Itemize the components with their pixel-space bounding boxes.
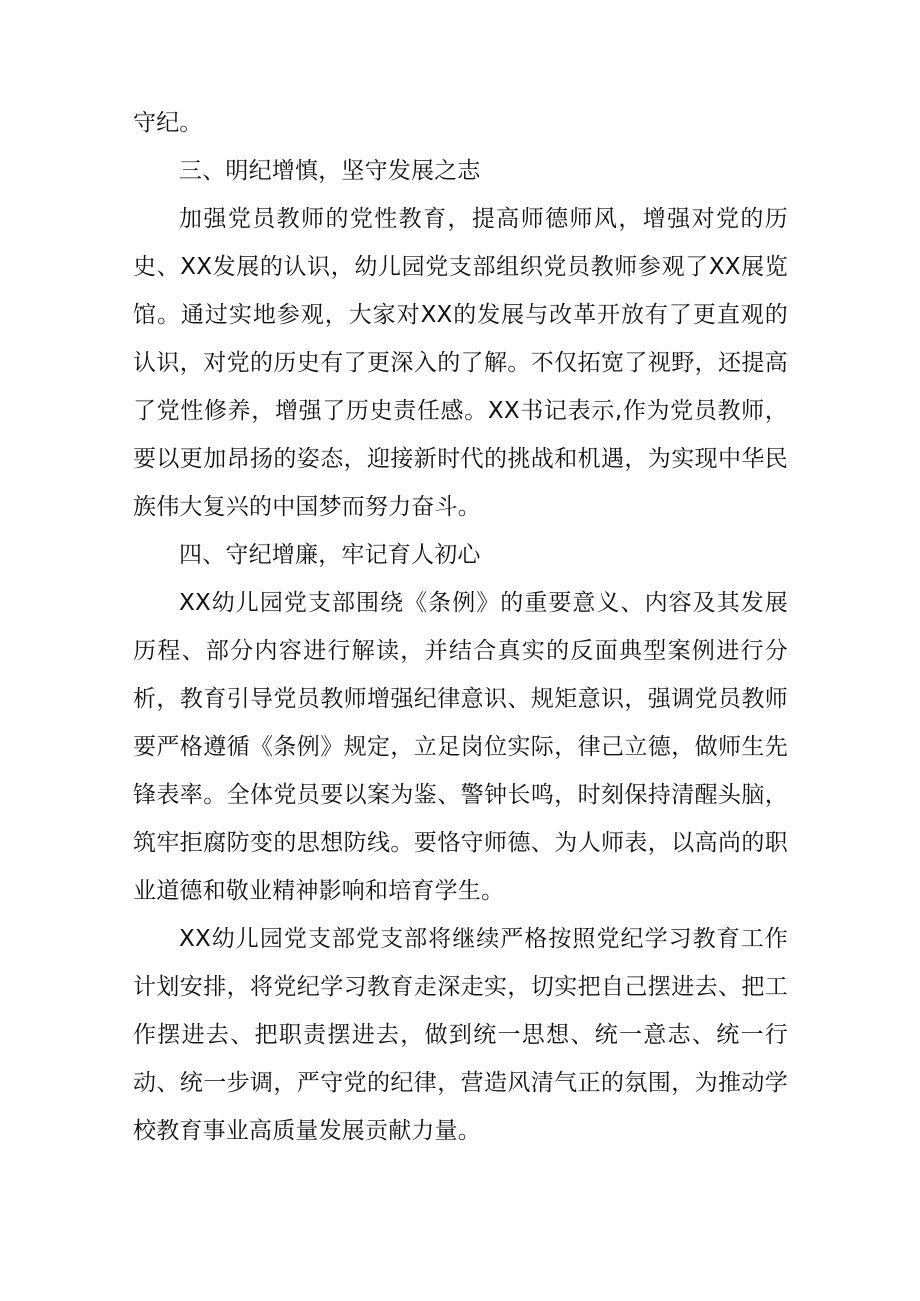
section-3-paragraph: 加强党员教师的党性教育，提高师德师风，增强对党的历史、XX发展的认识，幼儿园党支部组织党员教师参观了XX展览馆。通过实地参观，大家对XX的发展与改革开放有了更直观的认识，对党的历史有了更深入的了解。不仅拓宽了视野，还提高了党性修养，增强了历史责任感。XX书记表示,作为党员教师，要以更加昂扬的姿态，迎接新时代的挑战和机遇，为实现中华民族伟大复兴的中国梦而努力奋斗。 xyxy=(133,206,788,520)
paragraph-fragment: 守纪。 xyxy=(133,110,203,136)
section-4-paragraph: XX幼儿园党支部围绕《条例》的重要意义、内容及其发展历程、部分内容进行解读，并结合真实的反面典型案例进行分析，教育引导党员教师增强纪律意识、规矩意识，强调党员教师要严格遵循《条例》规定，立足岗位实际，律己立德，做师生先锋表率。全体党员要以案为鉴、警钟长鸣，时刻保持清醒头脑，筑牢拒腐防变的思想防线。要恪守师德、为人师表，以高尚的职业道德和敬业精神影响和培育学生。 xyxy=(133,590,788,904)
section-3-heading: 三、明纪增慎，坚守发展之志 xyxy=(179,158,481,184)
conclusion-paragraph: XX幼儿园党支部党支部将继续严格按照党纪学习教育工作计划安排，将党纪学习教育走深走实，切实把自己摆进去、把工作摆进去、把职责摆进去，做到统一思想、统一意志、统一行动、统一步调，严守党的纪律，营造风清气正的氛围，为推动学校教育事业高质量发展贡献力量。 xyxy=(133,926,788,1144)
document-body xyxy=(133,99,788,1155)
section-4-heading: 四、守纪增廉，牢记育人初心 xyxy=(179,542,481,568)
